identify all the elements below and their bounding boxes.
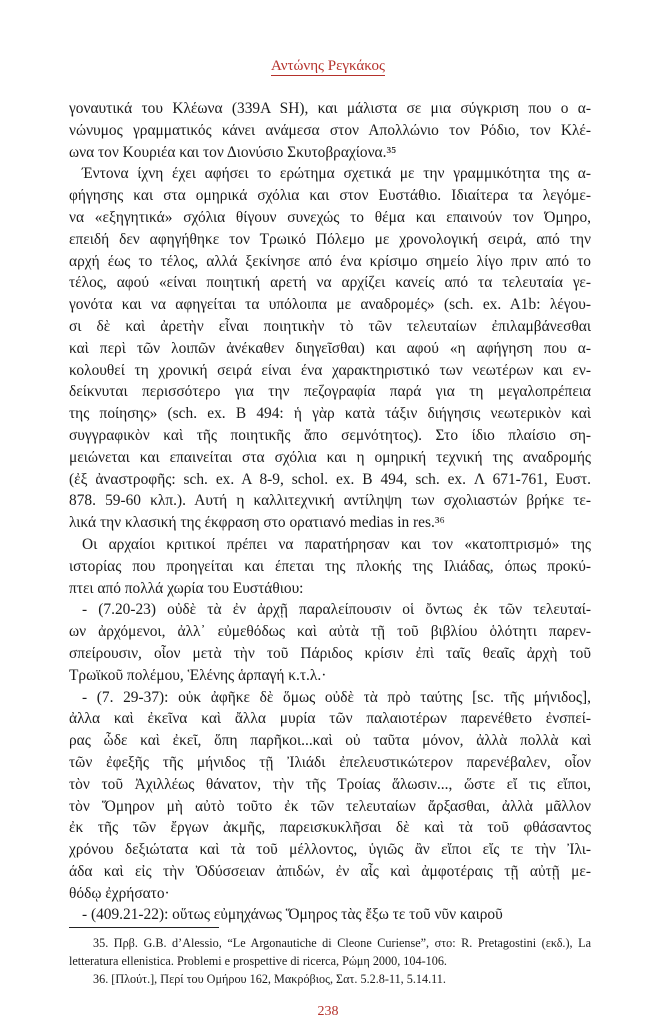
text-line: συγγραφικὸν καὶ τῆς ποιητικῆς ἄπο σεμνότητος). Στο ίδιο πλαίσιο ση- [69,426,591,444]
text-line: τὸν τοῦ Ἀχιλλέως θάνατον, τὴν τῆς Τροίας ἅλωσιν..., ὥστε εἴ τις εἴποι, [69,775,591,793]
footnote-divider [69,927,219,928]
text-line: μειώνεται και επαινείται στα σχόλια και η ομηρική τεχνική της αναδρομής [69,448,591,466]
text-line: ἐκ τῆς τῶν ἔργων ἀκμῆς, παρεισκυκλῆσαι δὲ καὶ τὰ τοῦ φθάσαντος [69,819,591,837]
text-line: σπείρουσιν, οἷον μετὰ τὴν τοῦ Πάριδος κρίσιν ἐπὶ ταῖς θεαῖς ἀρχὴ τοῦ [69,644,591,662]
text-line: τέλος, αφού «είναι ποιητική αρετή να αρχίζει κανείς από τα τελευταία γε- [69,274,591,292]
text-line: ωνα τον Κουριέα και τον Διονύσιο Σκυτοβραχίονα.³⁵ [69,143,397,161]
text-line: άδα καὶ εἰς τὴν Ὀδύσσειαν ἀπιδών, ἐν αἷς καὶ ἀμφοτέραις τῇ αὐτῇ με- [69,862,591,880]
running-head-title: Αντώνης Ρεγκάκος [271,58,385,74]
text-line: (ἐξ ἀναστροφῆς: sch. ex. A 8-9, schol. ex. B 494, sch. ex. Λ 671-761, Ευστ. [69,470,591,488]
body-text [69,98,591,926]
text-line: Έντονα ίχνη έχει αφήσει το ερώτημα σχετικά με την γραμμικότητα της α- [82,165,591,183]
footnotes [69,934,591,988]
footnote-line: letteratura ellenistica. Problemi e prospettive di ricerca, Ρώμη 2000, 104-106. [69,954,447,968]
footnote-line: 35. Πρβ. G.B. d’Alessio, “Le Argonautiche di Cleone Curiense”, στο: R. Pretagostini (εκδ.), La [93,936,591,950]
text-line: γονότα και να αφηγείται τα υπόλοιπα με αναδρομές» (sch. ex. A1b: λέγου- [69,296,591,314]
text-line: τῶν ἐφεξῆς τῆς μήνιδος τῇ Ἰλιάδι ἐπελευστικώτερον παρενέβαλεν, οἷον [69,753,591,771]
footnote-line: 36. [Πλούτ.], Περί του Ομήρου 162, Μακρόβιος, Σατ. 5.2.8-11, 5.14.11. [93,972,446,986]
text-line: δείκνυται περισσότερο για την πεζογραφία παρά για τη μεγαλοπρέπεια [69,383,591,401]
text-line: αρχή έως το τέλος, αλλά ξεκίνησε από ένα κρίσιμο σημείο λίγο πριν από το [69,252,591,270]
text-line: θόδῳ ἐχρήσατο· [69,884,170,902]
text-line: επειδή δεν αφηγήθηκε τον Τρωικό Πόλεμο με χρονολογική σειρά, από την [69,230,591,248]
text-line: της ποίησης» (sch. ex. B 494: ἡ γὰρ κατὰ τάξιν διήγησις νεωτερικὸν καὶ [69,405,591,423]
text-line: καὶ περὶ τῶν λοιπῶν ἀνέκαθεν διηγεῖσθαι) και αφού «η αφήγηση που α- [69,339,591,357]
text-line: ρας ὧδε καὶ ἐκεῖ, ὅπη παρῆκοι...καὶ οὐ ταῦτα μόνον, ἀλλὰ πολλὰ καὶ [69,732,591,750]
text-line: κολουθεί τη χρονική σειρά είναι ένα χαρακτηριστικό των νεωτέρων και εν- [69,361,591,379]
text-line: νώνυμος γραμματικός κάνει ανάμεσα στον Απολλώνιο τον Ρόδιο, τον Κλέ- [69,121,591,139]
text-line: - (7.20-23) οὐδὲ τὰ ἐν ἀρχῇ παραλείπουσιν οἱ ὄντως ἐκ τῶν τελευταί- [82,601,591,619]
text-line: ων ἀρχόμενοι, ἀλλ᾽ εὐμεθόδως καὶ αὐτὰ τῇ τοῦ βιβλίου ὁλότητι παρεν- [69,623,591,641]
text-line: Οι αρχαίοι κριτικοί πρέπει να παρατήρησαν και τον «κατοπτρισμό» της [82,535,591,553]
text-line: λικά την κλασική της έκφραση στο ορατιανό medias in res.³⁶ [69,514,445,532]
text-line: 878. 59-60 κλπ.). Αυτή η καλλιτεχνική αντίληψη των σχολιαστών βρήκε τε- [69,492,591,510]
text-line: πτει από πολλά χωρία του Ευστάθιου: [69,579,304,597]
text-line: - (409.21-22): οὕτως εὐμηχάνως Ὅμηρος τὰς ἔξω τε τοῦ νῦν καιροῦ [82,906,503,924]
text-line: τὸν Ὅμηρον μὴ αὐτὸ τοῦτο ἐκ τῶν τελευταίων ἄρξασθαι, ἀλλὰ μᾶλλον [69,797,591,815]
page-number: 238 [317,1004,339,1019]
text-line: να «εξηγητικά» σχόλια θίγουν συνεχώς το θέμα και επαινούν τον Όμηρο, [69,208,591,226]
text-line: ἀλλα καὶ ἐκεῖνα καὶ ἄλλα μυρία τῶν παλαιοτέρων παρενέθετο ἐνσπεί- [69,710,591,728]
text-line: ιστορίας που προηγείται και έπεται της πλοκής της Ιλιάδας, όπως προκύ- [69,557,591,575]
text-line: - (7. 29-37): οὐκ ἀφῆκε δὲ ὅμως οὐδὲ τὰ πρὸ ταύτης [sc. τῆς μήνιδος], [82,688,591,706]
text-line: Τρωϊκοῦ πολέμου, Ἑλένης ἁρπαγή κ.τ.λ.· [69,666,327,684]
text-line: γοναυτικά του Κλέωνα (339A SH), και μάλιστα σε μια σύγκριση που ο α- [69,100,591,117]
text-line: χρόνου δεξιώτατα καὶ τὰ τοῦ μέλλοντος, ὑγιῶς ἂν εἴποι εἴς τε τὴν Ἰλι- [69,841,591,859]
text-line: φήγησης και στα ομηρικά σχόλια και στον Ευστάθιο. Ιδιαίτερα τα λεγόμε- [69,187,591,205]
text-line: σι δὲ καὶ ἀρετὴν εἶναι ποιητικὴν τὸ τῶν τελευταίων ἐπιλαμβάνεσθαι [69,317,591,335]
running-head [0,58,656,75]
